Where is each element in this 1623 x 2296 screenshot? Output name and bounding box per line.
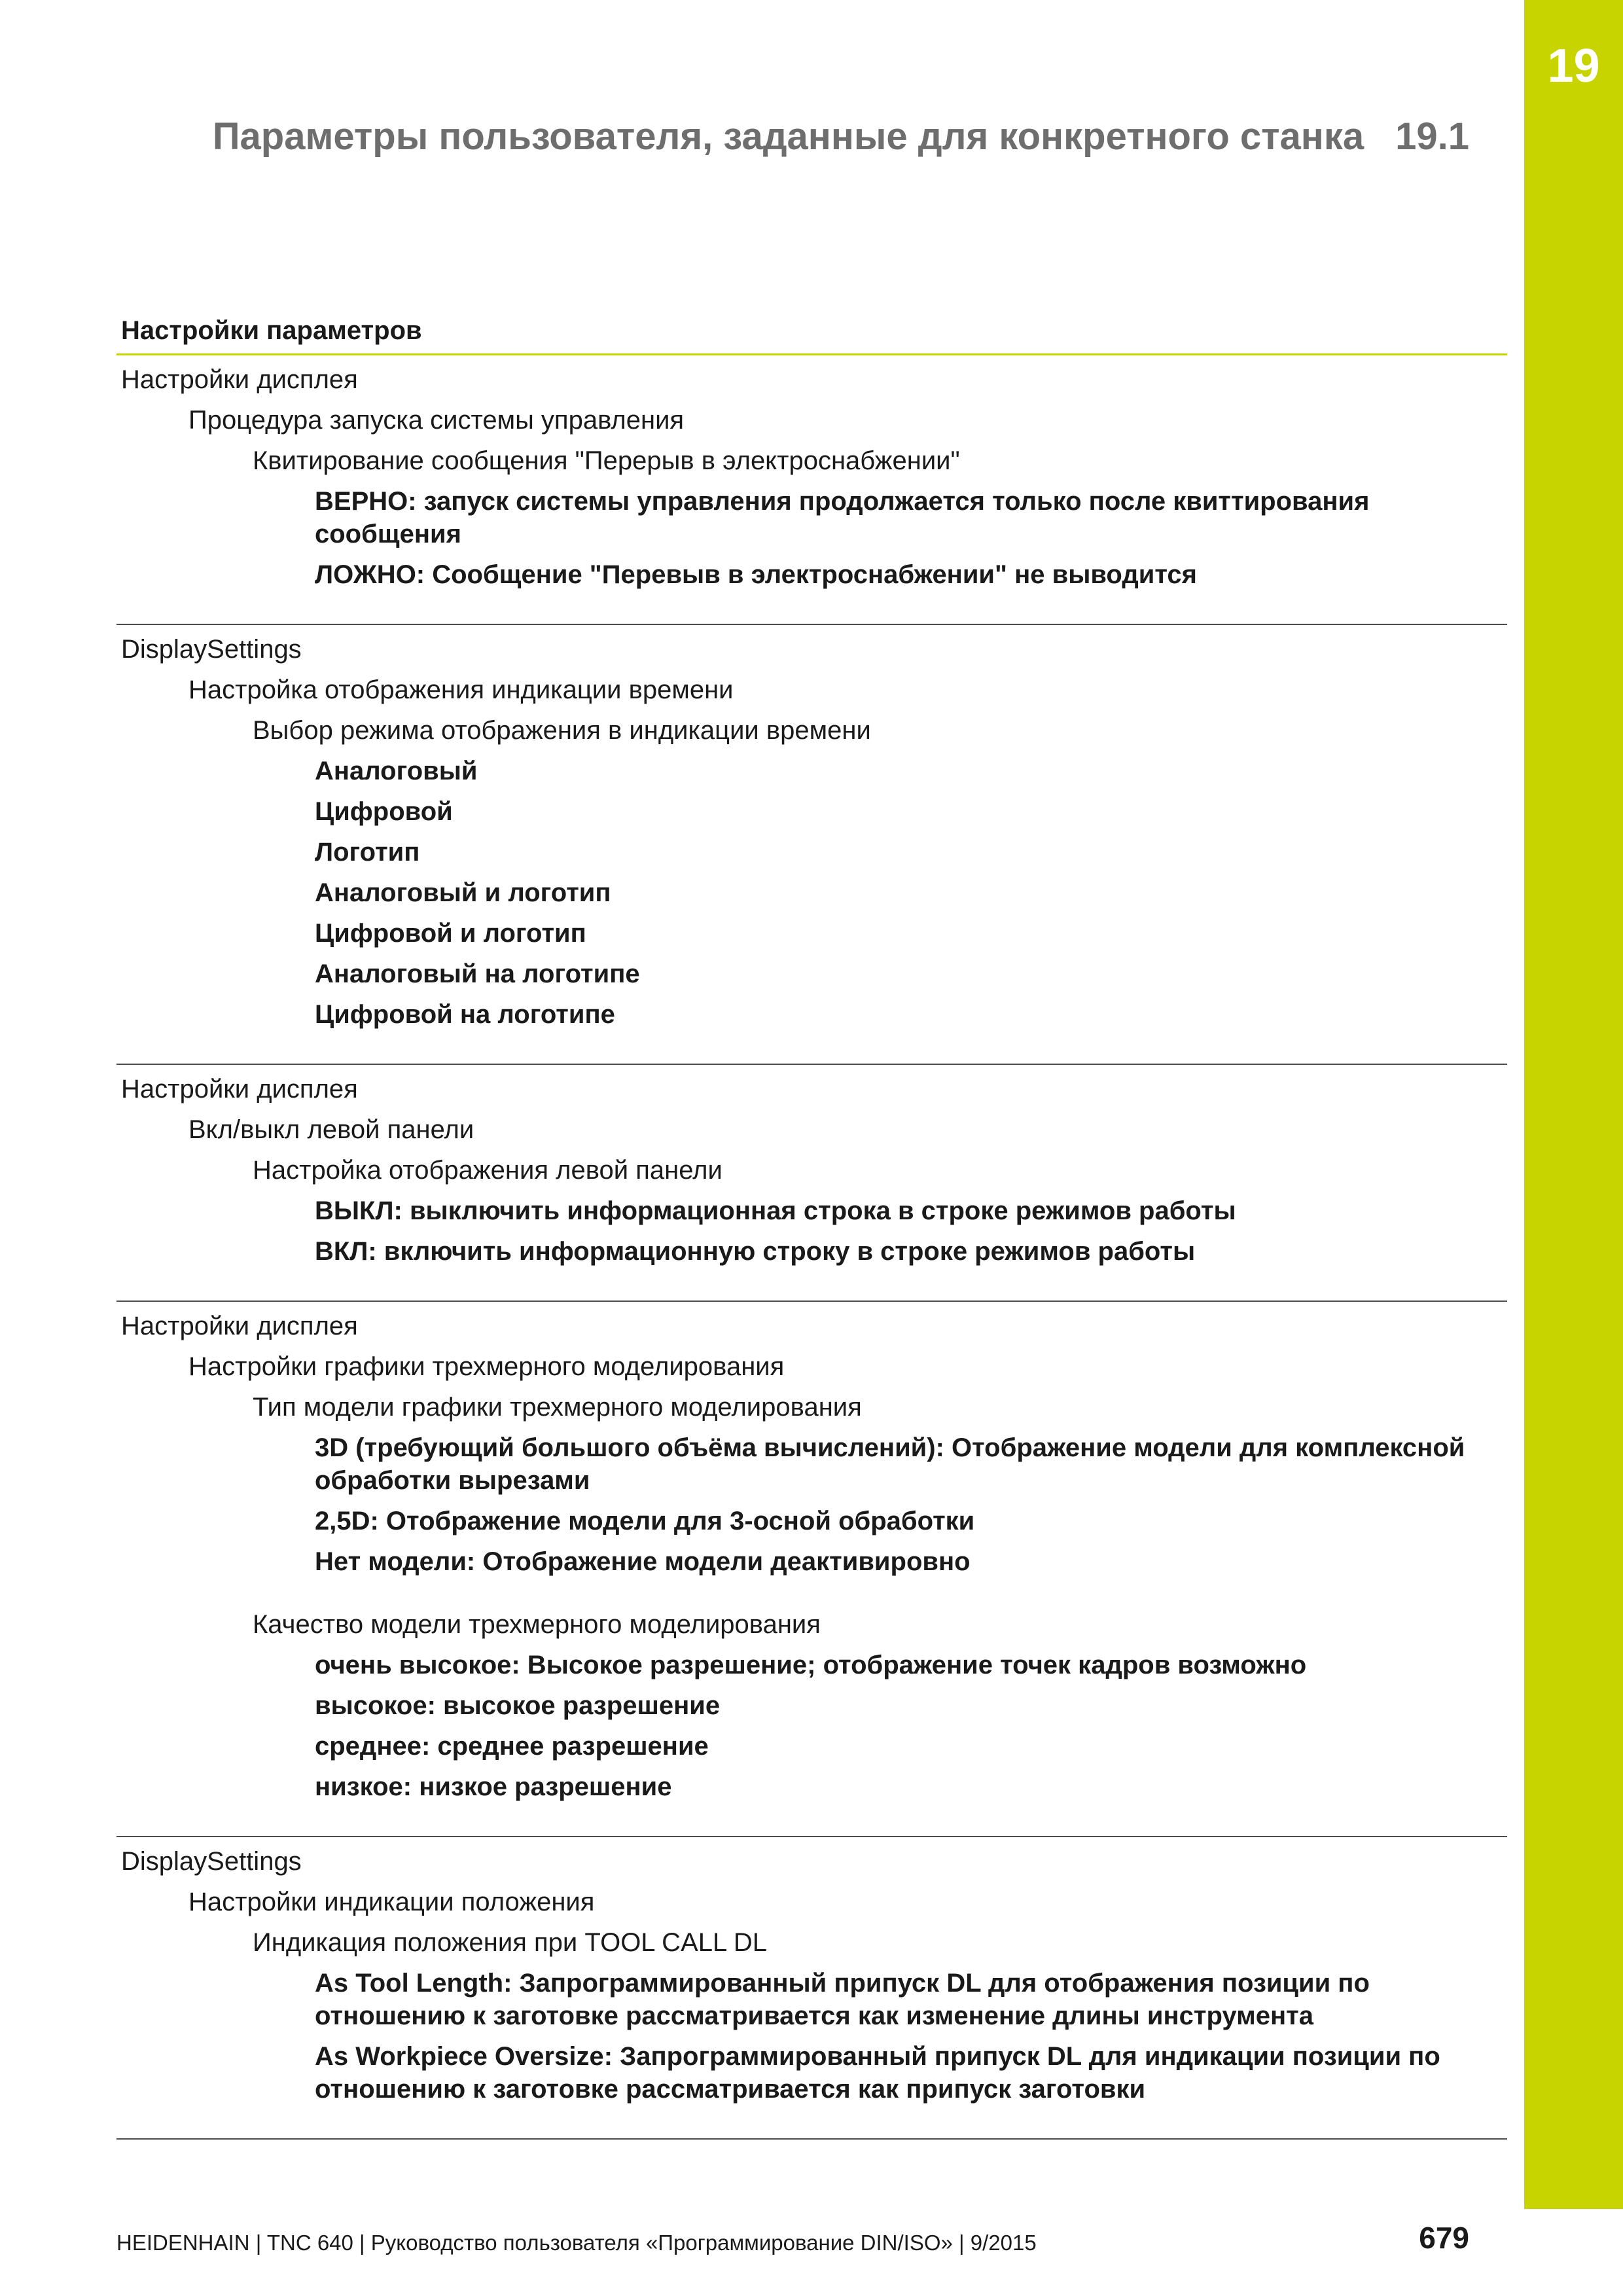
header-title: Параметры пользователя, заданные для конкретного станка — [212, 115, 1364, 158]
parameter-block — [116, 625, 1507, 1064]
category-label: Настройки дисплея — [121, 1312, 358, 1340]
parameter-label: Индикация положения при TOOL CALL DL — [253, 1928, 767, 1957]
option-value: Логотип — [315, 838, 420, 867]
option-value: Цифровой — [315, 797, 453, 826]
option-value: очень высокое: Высокое разрешение; отображение точек кадров возможно — [315, 1651, 1307, 1679]
option-value: Цифровой на логотипе — [315, 1000, 615, 1029]
parameter-block — [116, 1065, 1507, 1300]
option-value: Цифровой и логотип — [315, 919, 586, 948]
option-value: As Tool Length: Запрограммированный припуск DL для отображения позиции по отношению к заготовке рассматривается как изменение длины инструмента — [315, 1969, 1370, 2030]
option-value: Аналоговый и логотип — [315, 878, 611, 907]
parameter-block — [116, 1837, 1507, 2138]
parameter-label: Тип модели графики трехмерного моделирования — [253, 1393, 862, 1422]
table-heading: Настройки параметров — [116, 308, 1507, 355]
parameter-block — [116, 355, 1507, 624]
option-value: ЛОЖНО: Сообщение "Перевыв в электроснабжении" не выводится — [315, 560, 1197, 589]
option-value: Аналоговый на логотипе — [315, 960, 640, 988]
section-number: 19.1 — [1395, 115, 1469, 158]
option-value: As Workpiece Oversize: Запрограммированный припуск DL для индикации позиции по отношению к заготовке рассматривается как припуск заготовки — [315, 2042, 1440, 2104]
page-number: 679 — [1419, 2221, 1469, 2255]
option-value: Нет модели: Отображение модели деактивировно — [315, 1547, 971, 1576]
subcategory-label: Настройки индикации положения — [188, 1888, 595, 1916]
option-value: ВКЛ: включить информационную строку в строке режимов работы — [315, 1237, 1196, 1266]
spacer — [116, 1582, 1507, 1604]
category-label: DisplaySettings — [121, 1847, 302, 1876]
subcategory-label: Вкл/выкл левой панели — [188, 1115, 474, 1144]
parameter-label: Квитирование сообщения "Перерыв в электроснабжении" — [253, 446, 960, 475]
option-value: ВЫКЛ: выключить информационная строка в строке режимов работы — [315, 1196, 1236, 1225]
parameter-label: Качество модели трехмерного моделирования — [253, 1610, 821, 1639]
subcategory-label: Процедура запуска системы управления — [188, 406, 685, 435]
option-value: среднее: среднее разрешение — [315, 1732, 709, 1761]
option-value: ВЕРНО: запуск системы управления продолжается только после квиттирования сообщения — [315, 487, 1370, 548]
option-value: низкое: низкое разрешение — [315, 1772, 672, 1801]
divider — [116, 2138, 1507, 2140]
footer-text: HEIDENHAIN | TNC 640 | Руководство пользователя «Программирование DIN/ISO» | 9/2015 — [116, 2231, 1037, 2255]
parameter-table — [116, 308, 1507, 2140]
parameter-label: Настройка отображения левой панели — [253, 1156, 722, 1185]
subcategory-label: Настройки графики трехмерного моделирования — [188, 1352, 785, 1381]
category-label: Настройки дисплея — [121, 1075, 358, 1103]
option-value: 3D (требующий большого объёма вычислений): Отображение модели для комплексной обработки вырезами — [315, 1433, 1465, 1495]
category-label: DisplaySettings — [121, 635, 302, 664]
chapter-tab — [1524, 0, 1623, 2209]
parameter-label: Выбор режима отображения в индикации времени — [253, 716, 871, 745]
option-value: 2,5D: Отображение модели для 3-осной обработки — [315, 1507, 975, 1535]
option-value: высокое: высокое разрешение — [315, 1691, 721, 1720]
category-label: Настройки дисплея — [121, 365, 358, 394]
running-header — [213, 115, 1469, 158]
parameter-block — [116, 1302, 1507, 1836]
subcategory-label: Настройка отображения индикации времени — [188, 675, 734, 704]
chapter-number: 19 — [1547, 40, 1600, 92]
option-value: Аналоговый — [315, 757, 478, 785]
